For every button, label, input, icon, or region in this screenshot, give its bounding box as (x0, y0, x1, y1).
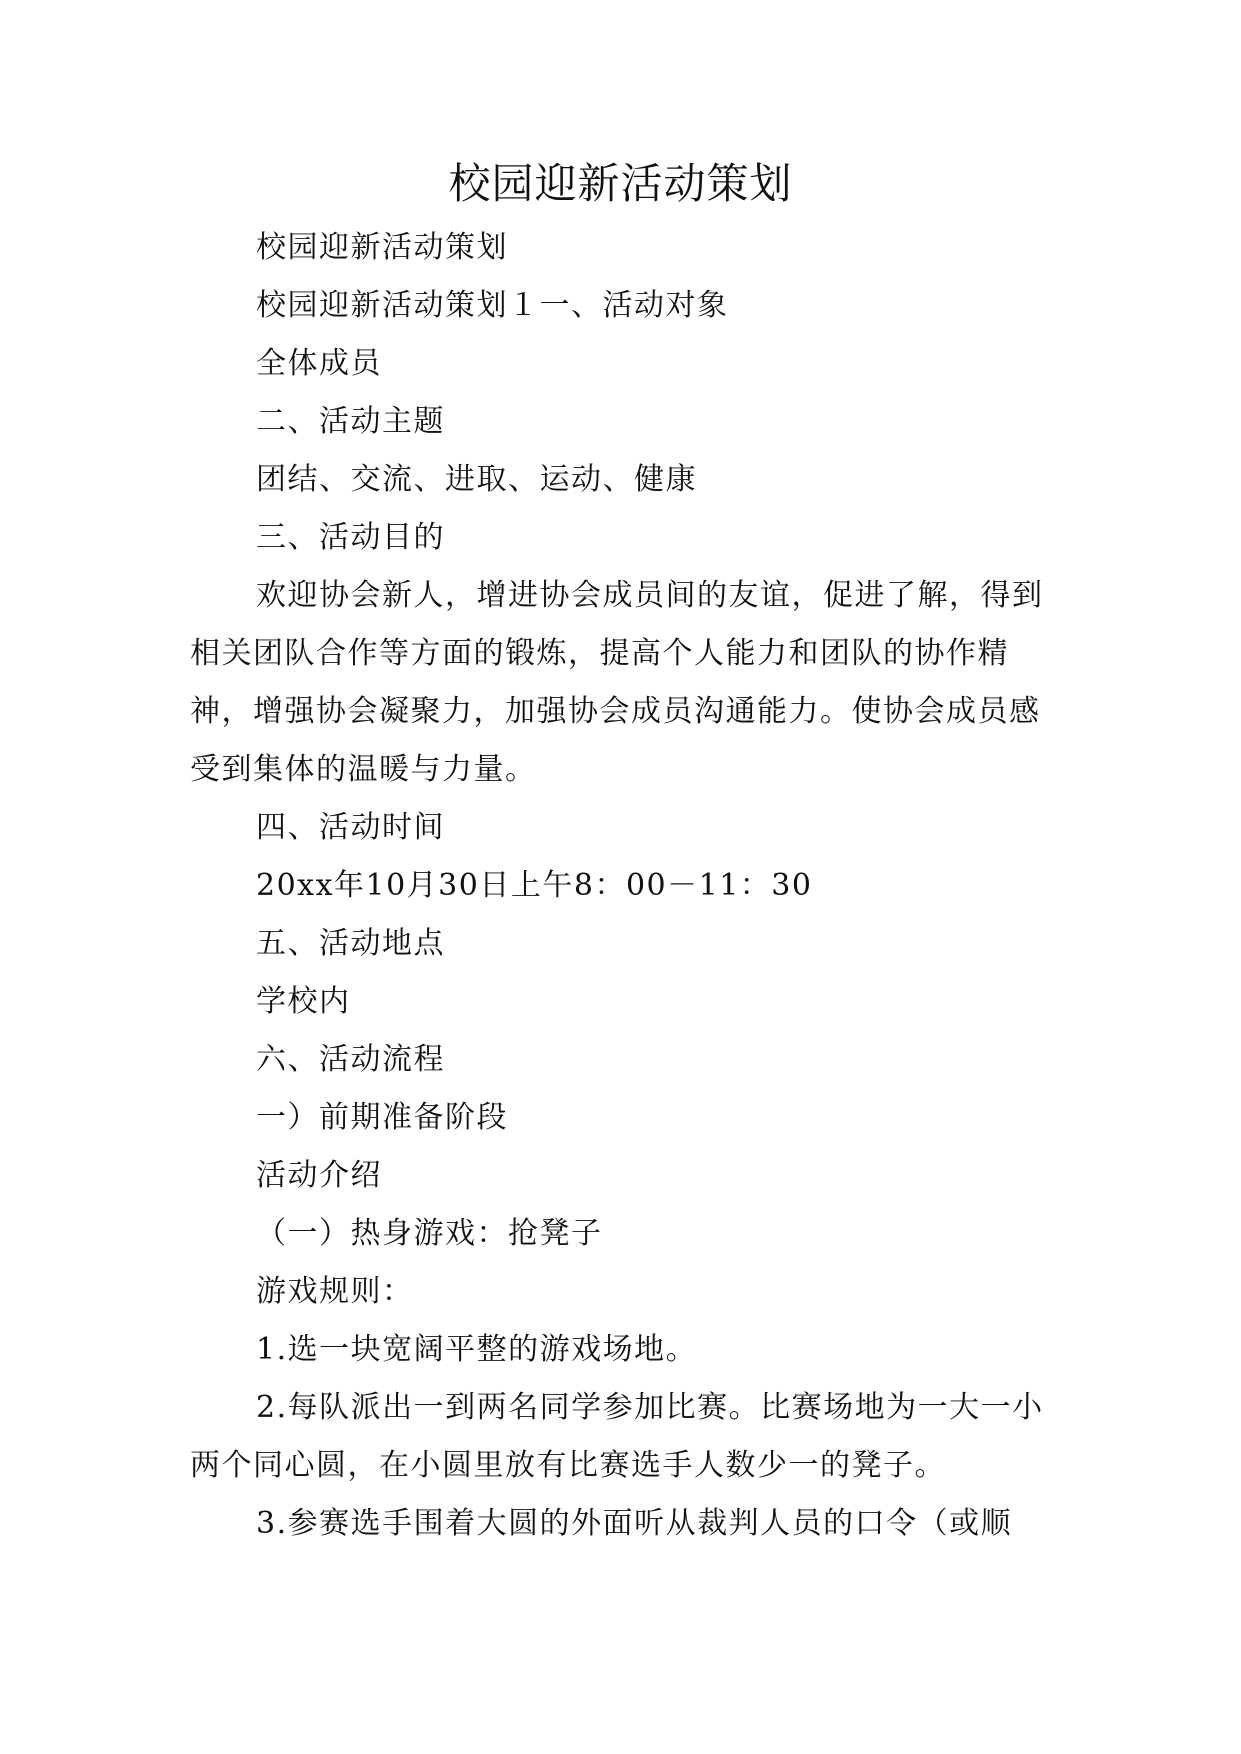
paragraph-rule-1: 1.选一块宽阔平整的游戏场地。 (256, 1332, 698, 1367)
paragraph-subtitle: 校园迎新活动策划 (256, 230, 508, 265)
paragraph-section-time: 四、活动时间 (256, 810, 445, 845)
paragraph-target-content: 全体成员 (256, 346, 382, 381)
paragraph-rule-2: 2.每队派出一到两名同学参加比赛。比赛场地为一大一小两个同心圆，在小圆里放有比赛选手人数少一的凳子。 (190, 1390, 1044, 1483)
paragraph-activity-intro: 活动介绍 (256, 1158, 382, 1193)
paragraph-prep-stage: 一）前期准备阶段 (256, 1100, 508, 1135)
paragraph-theme-content: 团结、交流、进取、运动、健康 (256, 462, 697, 497)
paragraph-section-theme: 二、活动主题 (256, 404, 445, 439)
paragraph-section-location: 五、活动地点 (256, 926, 445, 961)
document-body (190, 219, 1050, 1553)
paragraph-time-content: 20xx年10月30日上午8：00－11：30 (256, 868, 813, 903)
paragraph-section-process: 六、活动流程 (256, 1042, 445, 1077)
paragraph-purpose-content: 欢迎协会新人，增进协会成员间的友谊，促进了解，得到相关团队合作等方面的锻炼，提高个人能力和团队的协作精神，增强协会凝聚力，加强协会成员沟通能力。使协会成员感受到集体的温暖与力量。 (190, 578, 1044, 787)
paragraph-section-purpose: 三、活动目的 (256, 520, 445, 555)
document-title: 校园迎新活动策划 (448, 159, 793, 208)
paragraph-game-rules: 游戏规则： (256, 1274, 414, 1309)
paragraph-location-content: 学校内 (256, 984, 351, 1019)
paragraph-rule-3: 3.参赛选手围着大圆的外面听从裁判人员的口令（或顺 (256, 1506, 1013, 1541)
paragraph-warmup-game: （一）热身游戏：抢凳子 (256, 1216, 603, 1251)
paragraph-section-target: 校园迎新活动策划１一、活动对象 (256, 288, 729, 323)
